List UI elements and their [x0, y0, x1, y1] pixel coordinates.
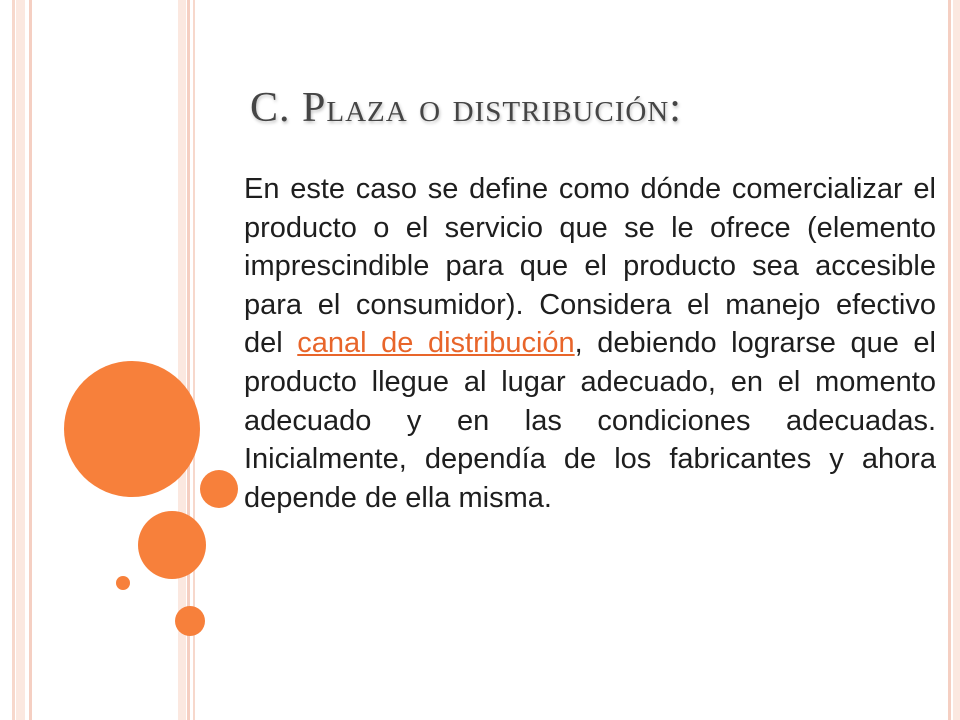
- decorative-stripe: [948, 0, 951, 720]
- canal-de-distribucion-link[interactable]: canal de distribución: [297, 327, 575, 360]
- decorative-circle-tiny: [116, 576, 130, 590]
- decorative-circle-medium: [138, 511, 206, 579]
- decorative-circle-small: [200, 470, 238, 508]
- slide-title: C. Plaza o distribución:: [250, 85, 682, 131]
- paragraph-text-before-link: En este caso se define como dónde comercializar el producto o el servicio que se le ofrece (elemento imprescindible para que el producto sea accesible para el consumidor). Considera el manejo efectivo del: [244, 173, 936, 360]
- decorative-stripe: [953, 0, 960, 720]
- decorative-stripe: [12, 0, 15, 720]
- paragraph-text-after-link: , debiendo lograrse que el producto llegue al lugar adecuado, en el momento adecuado y en las condiciones adecuadas. Inicialmente, dependía de los fabricantes y ahora depende de ella misma.: [244, 327, 937, 514]
- decorative-stripe: [16, 0, 25, 720]
- decorative-circle-small: [175, 606, 205, 636]
- decorative-circle-large: [64, 361, 200, 497]
- slide-body-paragraph: [244, 170, 936, 517]
- decorative-stripe: [29, 0, 32, 720]
